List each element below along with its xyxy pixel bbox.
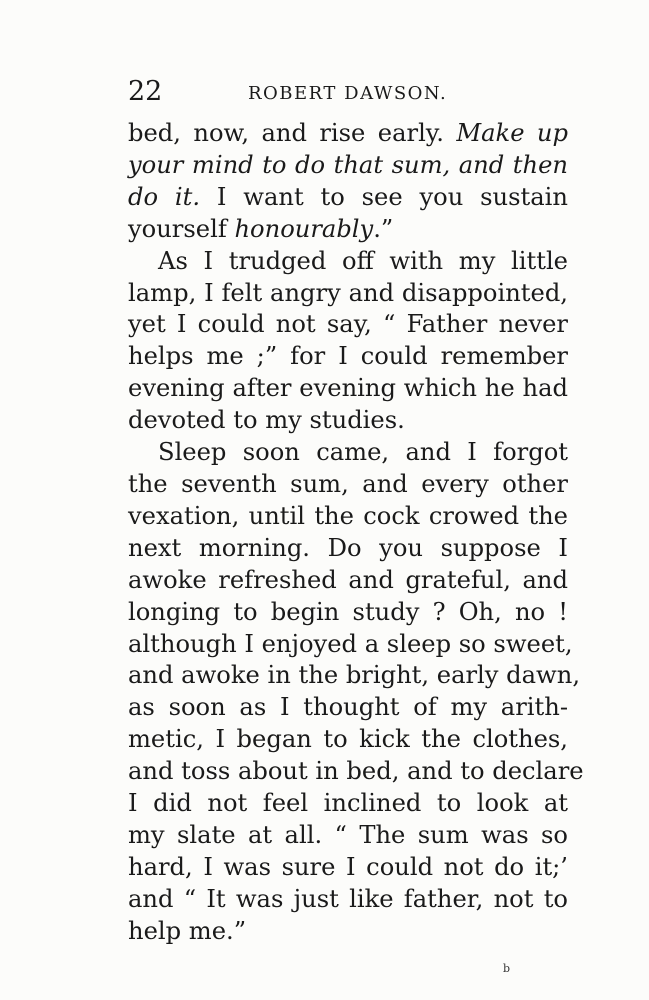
text-line: my slate at all. “ The sum was so xyxy=(128,820,568,849)
text-line: next morning. Do you suppose I xyxy=(128,533,568,562)
text-line: lamp, I felt angry and disappointed, xyxy=(128,278,568,307)
text-line: help me.” xyxy=(128,916,247,945)
text-line: as soon as I thought of my arith- xyxy=(128,693,568,722)
italic-span: Make up xyxy=(456,119,568,147)
paragraph-2 xyxy=(128,246,568,437)
text-line: and toss about in bed, and to declare xyxy=(128,757,584,786)
italic-span: do it. xyxy=(128,182,201,211)
text-line xyxy=(128,118,568,150)
text-span: bed, now, and rise early. xyxy=(128,119,457,147)
text-span: .” xyxy=(373,214,394,243)
text-line: hard, I was sure I could not do it;’ xyxy=(128,852,568,881)
text-line xyxy=(128,214,568,246)
italic-span: your mind to do that sum, and then xyxy=(128,150,568,179)
page-number: 22 xyxy=(128,76,163,107)
text-line: longing to begin study ? Oh, no ! xyxy=(128,597,568,626)
text-line: and “ It was just like father, not to xyxy=(128,884,568,913)
text-line: awoke refreshed and grateful, and xyxy=(128,565,568,594)
text-line: helps me ;” for I could remember xyxy=(128,342,568,371)
text-line: vexation, until the cock crowed the xyxy=(128,501,568,530)
printer-mark: b xyxy=(503,962,511,975)
text-line: metic, I began to kick the clothes, xyxy=(128,725,568,754)
paragraph-3 xyxy=(128,437,584,948)
text-line: and awoke in the bright, early dawn, xyxy=(128,661,581,690)
text-line xyxy=(128,182,568,214)
text-line: devoted to my studies. xyxy=(128,406,405,435)
text-line: although I enjoyed a sleep so sweet, xyxy=(128,629,573,658)
text-line xyxy=(128,150,568,182)
text-line: evening after evening which he had xyxy=(128,374,568,403)
running-title: ROBERT DAWSON. xyxy=(248,83,448,104)
paragraph-1 xyxy=(128,118,568,246)
text-line: As I trudged off with my little xyxy=(158,246,568,275)
text-line: the seventh sum, and every other xyxy=(128,469,568,498)
page-header xyxy=(128,76,568,108)
text-span: yourself xyxy=(128,214,235,243)
text-line: Sleep soon came, and I forgot xyxy=(158,438,568,467)
body-text xyxy=(128,118,584,948)
text-line: yet I could not say, “ Father never xyxy=(128,310,568,339)
text-line: I did not feel inclined to look at xyxy=(128,789,568,818)
italic-span: honourably xyxy=(234,214,374,243)
text-span: I want to see you sustain xyxy=(200,182,568,211)
